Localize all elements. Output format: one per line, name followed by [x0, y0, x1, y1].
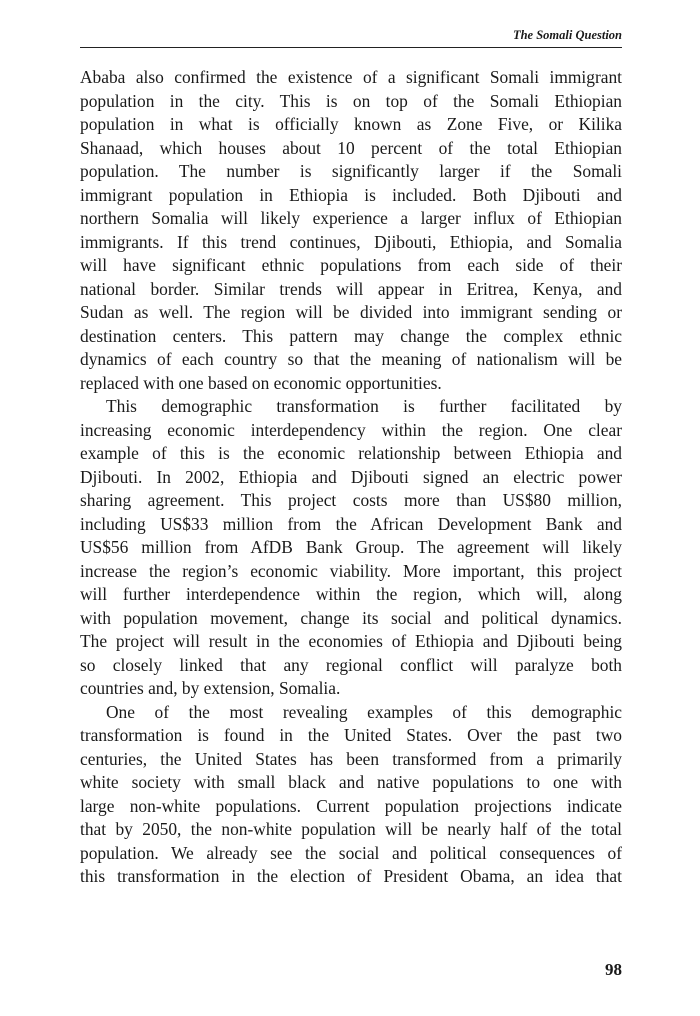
paragraph [80, 66, 622, 395]
text-line: population. The number is significantly larger if the Somali [80, 161, 622, 181]
text-line: transformation is found in the United States. Over the past two [80, 725, 622, 745]
text-line: replaced with one based on economic opportunities. [80, 372, 442, 393]
text-line: population in the city. This is on top of the Somali Ethiopian [80, 90, 622, 111]
text-line: increase the region’s economic viability. More important, this project [80, 560, 622, 581]
text-line: population in what is officially known as Zone Five, or Kilika [80, 114, 622, 134]
text-line: that by 2050, the non-white population will be nearly half of the total [80, 819, 622, 839]
text-line: countries and, by extension, Somalia. [80, 678, 341, 698]
text-line: including US$33 million from the African Development Bank and [80, 513, 622, 534]
text-line: sharing agreement. This project costs more than US$80 million, [80, 490, 622, 510]
text-line: so closely linked that any regional conflict will paralyze both [80, 654, 622, 675]
text-line: Sudan as well. The region will be divided into immigrant sending or [80, 302, 622, 322]
text-line: This demographic transformation is further facilitated by [106, 396, 622, 416]
text-line: The project will result in the economies of Ethiopia and Djibouti being [80, 631, 622, 651]
text-line: destination centers. This pattern may change the complex ethnic [80, 325, 622, 346]
text-line: example of this is the economic relationship between Ethiopia and [80, 443, 622, 463]
text-line: US$56 million from AfDB Bank Group. The agreement will likely [80, 537, 622, 557]
text-line: Ababa also confirmed the existence of a significant Somali immigrant [80, 67, 622, 87]
text-line: will further interdependence within the region, which will, along [80, 584, 622, 604]
text-line: centuries, the United States has been transformed from a primarily [80, 748, 622, 769]
text-line: immigrant population in Ethiopia is included. Both Djibouti and [80, 184, 622, 205]
text-line: population. We already see the social and political consequences of [80, 842, 622, 863]
paragraph [80, 701, 622, 889]
header-rule [80, 47, 622, 48]
text-line: white society with small black and native populations to one with [80, 772, 622, 792]
text-line: northern Somalia will likely experience a larger influx of Ethiopian [80, 208, 622, 228]
text-line: national border. Similar trends will appear in Eritrea, Kenya, and [80, 278, 622, 299]
text-line: dynamics of each country so that the meaning of nationalism will be [80, 349, 622, 369]
text-line: One of the most revealing examples of this demographic [106, 701, 622, 722]
running-header-title: The Somali Question [512, 28, 622, 42]
paragraph [80, 395, 622, 701]
text-line: Shanaad, which houses about 10 percent of the total Ethiopian [80, 137, 622, 158]
text-line: with population movement, change its social and political dynamics. [80, 607, 622, 628]
text-line: increasing economic interdependency within the region. One clear [80, 419, 622, 440]
page-number: 98 [605, 960, 622, 979]
text-line: immigrants. If this trend continues, Djibouti, Ethiopia, and Somalia [80, 231, 622, 252]
text-line: will have significant ethnic populations from each side of their [80, 255, 622, 275]
body-text [80, 66, 622, 889]
text-line: large non-white populations. Current population projections indicate [80, 795, 622, 816]
text-line: Djibouti. In 2002, Ethiopia and Djibouti signed an electric power [80, 466, 622, 487]
text-line: this transformation in the election of President Obama, an idea that [80, 866, 622, 886]
